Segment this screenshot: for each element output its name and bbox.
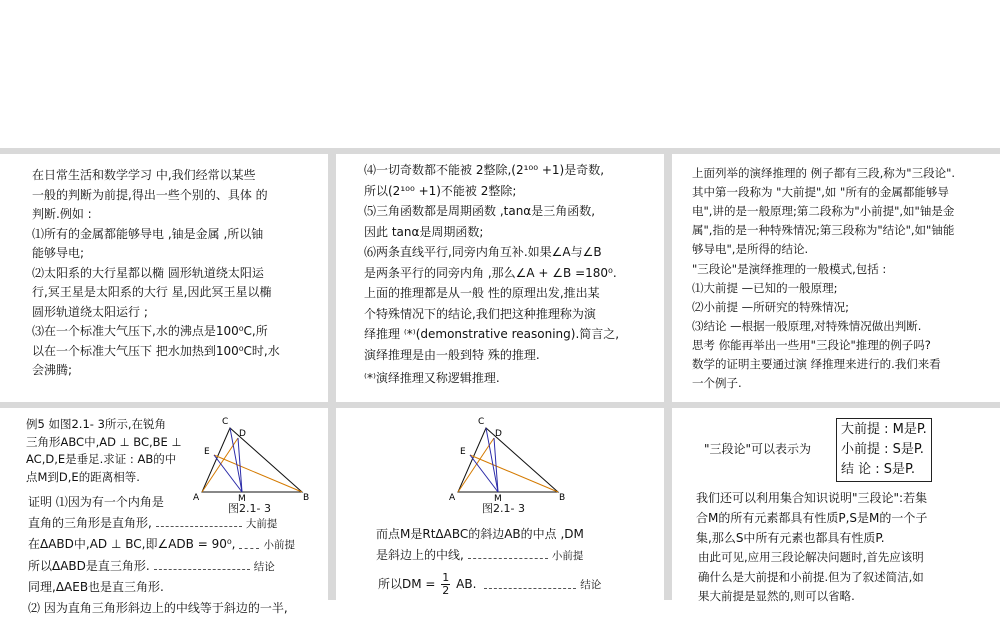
slide-panel-5 (336, 408, 664, 600)
syllogism-form-intro: "三段论"可以表示为 (704, 440, 811, 460)
label-a: A (449, 493, 456, 503)
example-statement (26, 416, 182, 486)
slide-panel-2 (336, 154, 664, 402)
figure-caption: 图2.1- 3 (228, 500, 271, 516)
proof-major-premise: 直角的三角形是直角形, 大前提 (28, 513, 295, 535)
footnote: ⁽*⁾演绎推理又称逻辑推理. (364, 368, 619, 389)
proof-minor-premise: 是斜边上的中线, 小前提 (376, 545, 584, 567)
application-note-text (698, 548, 924, 607)
label-e: E (204, 447, 210, 457)
text-line: AC,D,E是垂足.求证 : AB的中 (26, 451, 182, 469)
text-line: 能够导电; (32, 244, 280, 264)
text-line: 三角形ABC中,AD ⊥ BC,BE ⊥ (26, 434, 182, 452)
text-line: "三段论"是演绎推理的一般模式,包括 : (692, 260, 921, 279)
slide-panel-3 (672, 154, 1000, 402)
text-line: 其中第一段称为 "大前提",如 "所有的金属都能够导 (692, 183, 955, 202)
triangle-figure-2 (446, 414, 571, 502)
right-divider (664, 152, 672, 600)
text-line: ⑵ 因为直角三角形斜边上的中线等于斜边的一半, (28, 598, 295, 618)
label-b: B (303, 493, 309, 503)
text-line: 而点M是RtΔABC的斜边AB的中点 ,DM (376, 524, 584, 545)
proof-continued-text (376, 524, 584, 566)
conclusion-suffix: AB. (456, 577, 476, 591)
slide-panel-6 (672, 408, 1000, 600)
box-minor: 小前提 : S是P. (841, 440, 927, 460)
text-line: 证明 ⑴因为有一个内角是 (28, 492, 295, 513)
conclusion-tag: 结论 (580, 579, 601, 591)
text-line: ⑹两条直线平行,同旁内角互补.如果∠A与∠B (364, 242, 619, 263)
text-line: 我们还可以利用集合知识说明"三段论":若集 (696, 488, 927, 508)
label-a: A (193, 493, 200, 503)
text-line: 数学的证明主要通过演 绎推理来进行的.我们来看 (692, 355, 941, 374)
text-line: 因此 tanα是周期函数; (364, 222, 619, 243)
text-line: 判断.例如 : (32, 205, 280, 225)
label-c: C (478, 417, 484, 427)
left-divider (328, 152, 336, 600)
label-e: E (460, 447, 466, 457)
deductive-examples-text (32, 166, 280, 381)
label-b: B (559, 493, 565, 503)
text-line: 在日常生活和数学学习 中,我们经常以某些 (32, 166, 280, 186)
slide-panel-1 (0, 154, 328, 402)
syllogism-mode-text (692, 260, 921, 336)
text-line: 点M到D,E的距离相等. (26, 469, 182, 487)
text-line: 一个例子. (692, 374, 941, 393)
text-line: ⑵小前提 —所研究的特殊情况; (692, 298, 921, 317)
proof-text (28, 492, 295, 618)
label-m: M (238, 494, 246, 504)
text-line: 是两条平行的同旁内角 ,那么∠A + ∠B =180⁰. (364, 263, 619, 284)
text-line: 个特殊情况下的结论,我们把这种推理称为演 (364, 304, 619, 325)
proof-conclusion (378, 572, 601, 597)
text-line: 演绎推理是由一般到特 殊的推理. (364, 345, 619, 366)
text-line: 果大前提是显然的,则可以省略. (698, 587, 924, 607)
text-line: ⑶结论 —根据一般原理,对特殊情况做出判断. (692, 317, 921, 336)
text-line: 思考 你能再举出一些用"三段论"推理的例子吗? (692, 336, 941, 355)
slide-panel-4 (0, 408, 328, 600)
label-d: D (239, 429, 246, 439)
figure-caption: 图2.1- 3 (482, 500, 525, 516)
text-line: 同理,ΔAEB也是直三角形. (28, 577, 295, 598)
fraction-numerator: 1 (441, 572, 450, 585)
text-line: 上面列举的演绎推理的 例子都有三段,称为"三段论". (692, 164, 955, 183)
text-line: 电",讲的是一般原理;第二段称为"小前提",如"铀是金 (692, 202, 955, 221)
text-line: 上面的推理都是从一般 性的原理出发,推出某 (364, 283, 619, 304)
set-explanation-text (696, 488, 927, 548)
text-line: 例5 如图2.1- 3所示,在锐角 (26, 416, 182, 434)
text-line: 集,那么S中所有元素也都具有性质P. (696, 528, 927, 548)
text-line: 由此可见,应用三段论解决问题时,首先应该明 (698, 548, 924, 568)
text-line: 绎推理 ⁽*⁾(demonstrative reasoning).简言之, (364, 324, 619, 345)
syllogism-box (836, 418, 932, 482)
text-line: ⑸三角函数都是周期函数 ,tanα是三角函数, (364, 201, 619, 222)
proof-minor-premise: 在ΔABD中,AD ⊥ BC,即∠ADB = 90⁰, 小前提 (28, 534, 295, 556)
text-line: 合M的所有元素都具有性质P,S是M的一个子 (696, 508, 927, 528)
text-line: 属",指的是一种特殊情况;第三段称为"结论",如"铀能 (692, 221, 955, 240)
proof-conclusion: 所以ΔABD是直三角形. 结论 (28, 556, 295, 578)
label-m: M (494, 494, 502, 504)
triangle-figure (190, 414, 315, 502)
think-question-text (692, 336, 941, 393)
text-line: 会沸腾; (32, 361, 280, 381)
text-line: 圆形轨道绕太阳运行 ; (32, 303, 280, 323)
text-line: 够导电",是所得的结论. (692, 240, 955, 259)
fraction (441, 572, 450, 597)
text-line: 一般的判断为前提,得出一些个别的、具体 的 (32, 186, 280, 206)
text-line: ⑴大前提 —已知的一般原理; (692, 279, 921, 298)
conclusion-prefix: 所以DM = (378, 577, 435, 591)
label-d: D (495, 429, 502, 439)
text-line: 以在一个标准大气压下 把水加热到100⁰C时,水 (32, 342, 280, 362)
syllogism-text (692, 164, 955, 259)
text-line: 确什么是大前提和小前提.但为了叙述简洁,如 (698, 568, 924, 588)
box-major: 大前提 : M是P. (841, 420, 927, 440)
fraction-denominator: 2 (441, 585, 450, 597)
text-line: ⑵太阳系的大行星都以椭 圆形轨道绕太阳运 (32, 264, 280, 284)
text-line: ⑷一切奇数都不能被 2整除,(2¹⁰⁰ +1)是奇数, (364, 160, 619, 181)
text-line: 行,冥王星是太阳系的大行 星,因此冥王星以椭 (32, 283, 280, 303)
deductive-definition-text (364, 160, 619, 389)
text-line: 所以(2¹⁰⁰ +1)不能被 2整除; (364, 181, 619, 202)
text-line: ⑴所有的金属都能够导电 ,铀是金属 ,所以铀 (32, 225, 280, 245)
text-line: ⑶在一个标准大气压下,水的沸点是100⁰C,所 (32, 322, 280, 342)
box-conclusion: 结 论 : S是P. (841, 460, 927, 480)
label-c: C (222, 417, 228, 427)
